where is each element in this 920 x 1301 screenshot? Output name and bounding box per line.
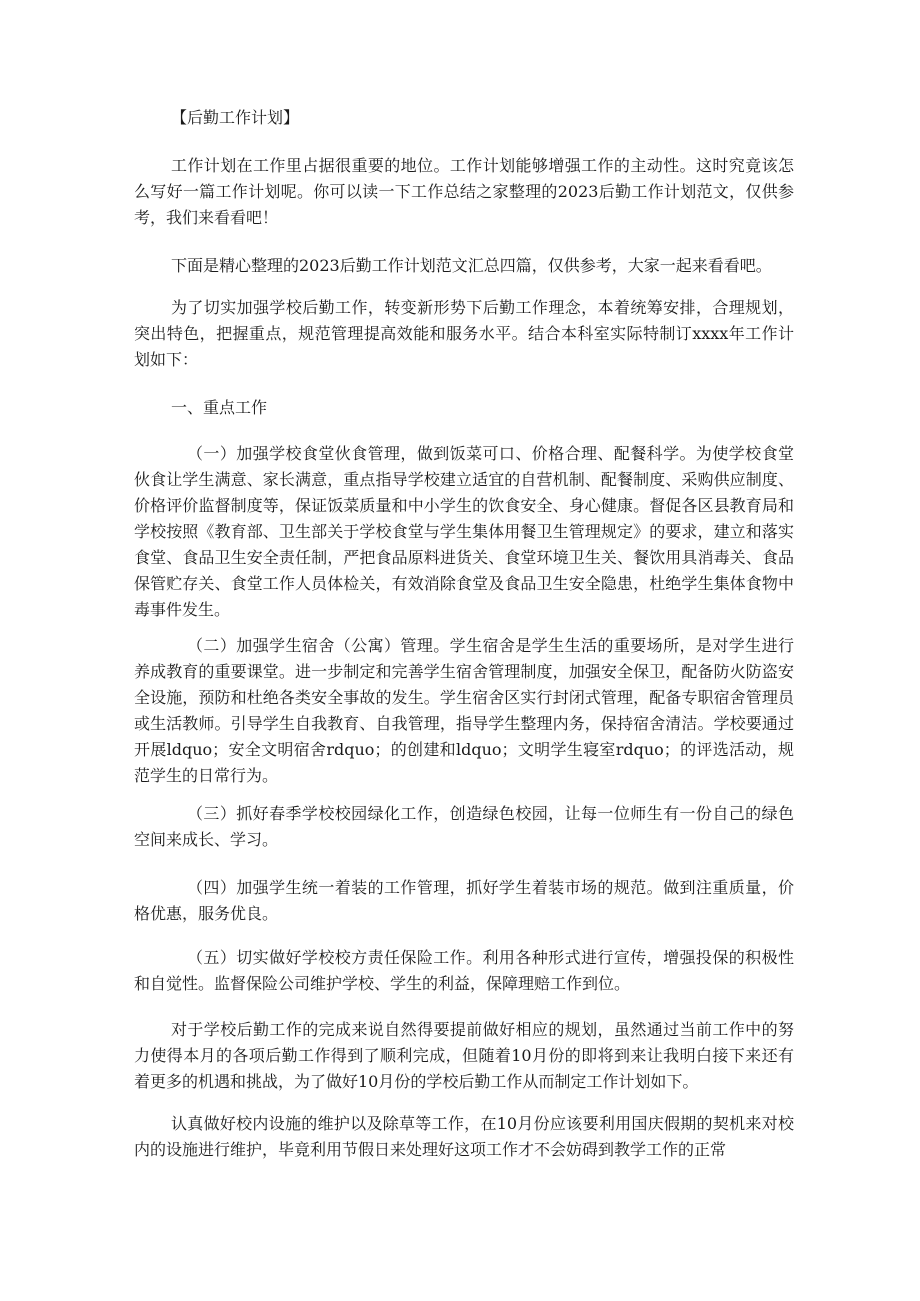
paragraph-summary: 下面是精心整理的2023后勤工作计划范文汇总四篇，仅供参考，大家一起来看看吧。: [171, 256, 772, 275]
paragraph-intro: 工作计划在工作里占据很重要的地位。工作计划能够增强工作的主动性。这时究竟该怎么写好一篇工作计划呢。你可以读一下工作总结之家整理的2023后勤工作计划范文，仅供参考，我们来看看吧！: [134, 156, 794, 227]
paragraph-october-plan: 对于学校后勤工作的完成来说自然得要提前做好相应的规划，虽然通过当前工作中的努力使得本月的各项后勤工作得到了顺利完成，但随着10月份的即将到来让我明白接下来还有着更多的机遇和挑战，为了做好10月份的学校后勤工作从而制定工作计划如下。: [134, 1020, 794, 1091]
paragraph-purpose: 为了切实加强学校后勤工作，转变新形势下后勤工作理念，本着统筹安排，合理规划，突出特色，把握重点，规范管理提高效能和服务水平。结合本科室实际特制订xxxx年工作计划如下：: [134, 298, 794, 369]
section-heading-key-work: 一、重点工作: [171, 398, 268, 417]
paragraph-item-2-dormitory: （二）加强学生宿舍（公寓）管理。学生宿舍是学生生活的重要场所，是对学生进行养成教育的重要课堂。进一步制定和完善学生宿舍管理制度，加强安全保卫，配备防火防盗安全设施，预防和杜绝各类安全事故的发生。学生宿舍区实行封闭式管理，配备专职宿舍管理员或生活教师。引导学生自我教育、自我管理，指导学生整理内务，保持宿舍清洁。学校要通过开展ldquo；安全文明宿舍rdquo；的创建和ldquo；文明学生寝室rdquo；的评选活动，规范学生的日常行为。: [134, 636, 794, 785]
paragraph-item-5-insurance: （五）切实做好学校校方责任保险工作。利用各种形式进行宣传，增强投保的积极性和自觉性。监督保险公司维护学校、学生的利益，保障理赔工作到位。: [134, 948, 794, 993]
paragraph-item-1-canteen: （一）加强学校食堂伙食管理，做到饭菜可口、价格合理、配餐科学。为使学校食堂伙食让学生满意、家长满意，重点指导学校建立适宜的自营机制、配餐制度、采购供应制度、价格评价监督制度等，保证饭菜质量和中小学生的饮食安全、身心健康。督促各区县教育局和学校按照《教育部、卫生部关于学校食堂与学生集体用餐卫生管理规定》的要求，建立和落实食堂、食品卫生安全责任制，严把食品原料进货关、食堂环境卫生关、餐饮用具消毒关、食品保管贮存关、食堂工作人员体检关，有效消除食堂及食品卫生安全隐患，杜绝学生集体食物中毒事件发生。: [134, 444, 794, 619]
paragraph-facility-maintenance: 认真做好校内设施的维护以及除草等工作，在10月份应该要利用国庆假期的契机来对校内的设施进行维护，毕竟利用节假日来处理好这项工作才不会妨碍到教学工作的正常: [134, 1114, 794, 1159]
paragraph-item-4-uniform: （四）加强学生统一着装的工作管理，抓好学生着装市场的规范。做到注重质量，价格优惠，服务优良。: [134, 878, 794, 923]
paragraph-item-3-greening: （三）抓好春季学校校园绿化工作，创造绿色校园，让每一位师生有一份自己的绿色空间来成长、学习。: [134, 804, 794, 849]
document-title: 【后勤工作计划】: [171, 108, 300, 127]
